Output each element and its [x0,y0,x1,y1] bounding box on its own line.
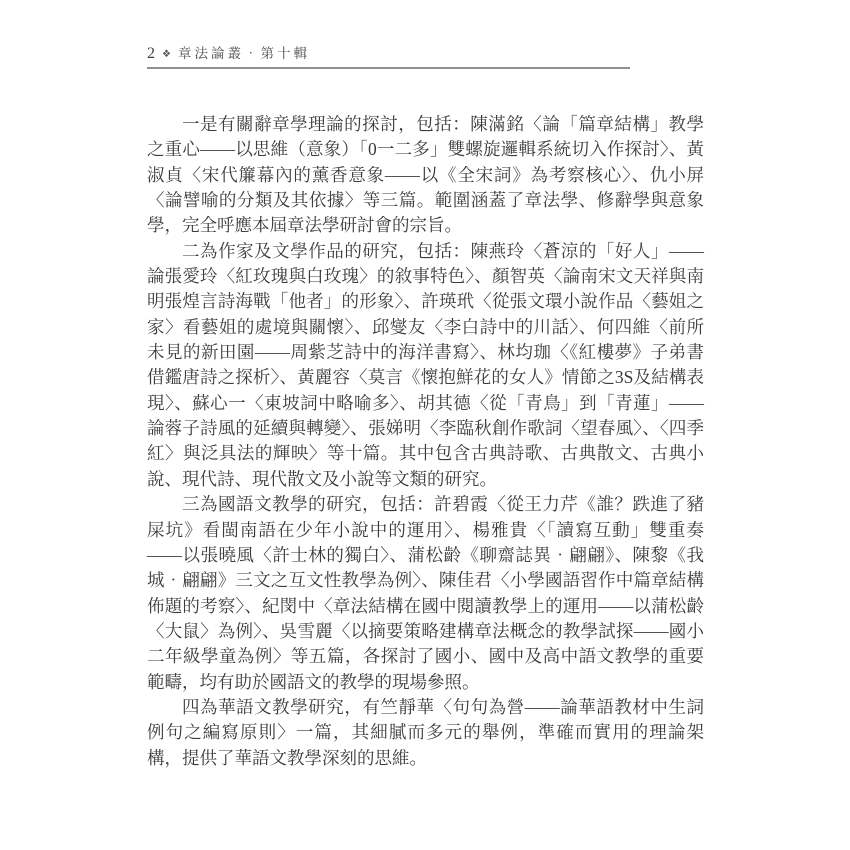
paragraph-4: 四為華語文教學研究，有竺靜華〈句句為營——論華語教材中生詞例句之編寫原則〉一篇，其細膩而多元的舉例，準確而實用的理論架構，提供了華語文教學深刻的思維。 [147,696,704,768]
header-rule [147,67,630,69]
running-title: 章法論叢‧第十輯 [177,46,310,61]
paragraph-2: 二為作家及文學作品的研究，包括：陳燕玲〈蒼涼的「好人」——論張愛玲〈紅玫瑰與白玫瑰〉的敘事特色〉、顏智英〈論南宋文天祥與南明張煌言詩海戰「他者」的形象〉、許瑛玳〈從張文環小說作品〈藝姐之家〉看藝姐的處境與關懷〉、邱燮友〈李白詩中的川話〉、何四維〈前所未見的新田園——周紫芝詩中的海洋書寫〉、林均珈〈《紅樓夢》子弟書借鑑唐詩之探析〉、黃麗容〈莫言《懷抱鮮花的女人》情節之3S及結構表現〉、蘇心一〈東坡詞中略喻多〉、胡其德〈從「青鳥」到「青蓮」——論蓉子詩風的延續與轉變〉、張娣明〈李臨秋創作歌詞〈望春風〉、〈四季紅〉與泛具法的輝映〉等十篇。其中包含古典詩歌、古典散文、古典小說、現代詩、現代散文及小說等文類的研究。 [147,240,704,489]
page-body [147,112,704,771]
running-header [147,42,310,63]
page-number: 2 [147,45,155,62]
paragraph-1: 一是有關辭章學理論的探討，包括：陳滿銘〈論「篇章結構」教學之重心——以思維（意象）「0一二多」雙螺旋邏輯系統切入作探討〉、黃淑貞〈宋代簾幕內的薰香意象——以《全宋詞》為考察核心〉、仇小屏〈論譬喻的分類及其依據〉等三篇。範圍涵蓋了章法學、修辭學與意象學，完全呼應本屆章法學研討會的宗旨。 [147,114,704,236]
paragraph-3: 三為國語文教學的研究，包括：許碧霞〈從王力芹《誰？跌進了豬屎坑》看閩南語在少年小說中的運用〉、楊雅貴〈「讀寫互動」雙重奏——以張曉風〈許士林的獨白〉、蒲松齡《聊齋誌異‧翩翩》、陳黎《我城‧翩翩》三文之互文性教學為例〉、陳佳君〈小學國語習作中篇章結構佈題的考察〉、紀閔中〈章法結構在國中閱讀教學上的運用——以蒲松齡〈大鼠〉為例〉、吳雪麗〈以摘要策略建構章法概念的教學試探——國小二年級學童為例〉等五篇，各探討了國小、國中及高中語文教學的重要範疇，均有助於國語文的教學的現場參照。 [147,494,704,692]
diamond-ornament-icon: ❖ [162,49,171,60]
